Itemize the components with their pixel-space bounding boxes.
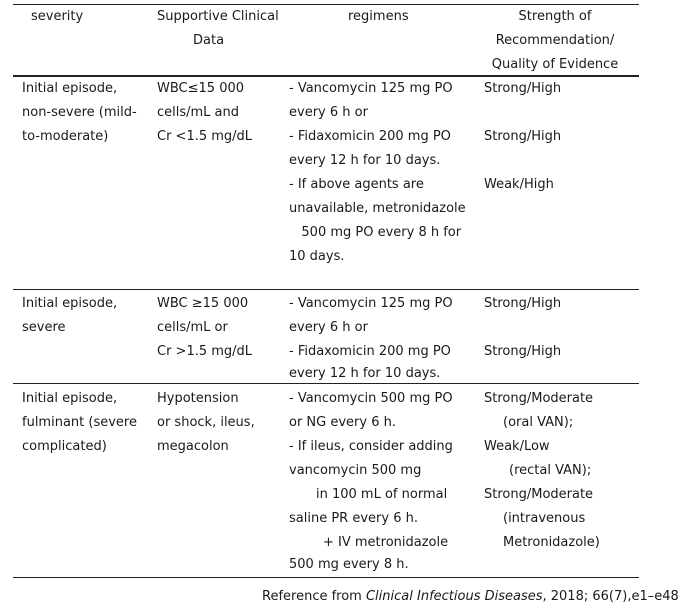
regimen-cell: saline PR every 6 h. — [289, 511, 418, 526]
regimen-cell: - Vancomycin 500 mg PO — [289, 391, 453, 406]
row-divider — [13, 289, 639, 290]
severity-cell: to-moderate) — [22, 129, 109, 144]
severity-cell: Initial episode, — [22, 296, 118, 311]
regimen-cell: every 12 h for 10 days. — [289, 153, 441, 168]
reference-prefix: Reference from — [262, 589, 366, 604]
clinical-data-cell: WBC ≥15 000 — [157, 296, 249, 311]
severity-cell: fulminant (severe — [22, 415, 137, 430]
regimen-cell: - Fidaxomicin 200 mg PO — [289, 344, 451, 359]
severity-cell: severe — [22, 320, 66, 335]
strength-cell: Metronidazole) — [503, 535, 600, 550]
regimen-cell: 500 mg every 8 h. — [289, 557, 409, 572]
clinical-data-cell: cells/mL and — [157, 105, 240, 120]
regimen-cell: - If ileus, consider adding — [289, 439, 453, 454]
strength-cell: Strong/Moderate — [484, 487, 594, 502]
regimen-cell: every 12 h for 10 days. — [289, 366, 441, 381]
reference-journal: Clinical Infectious Diseases — [365, 589, 543, 604]
clinical-data-cell: WBC≤15 000 — [157, 81, 245, 96]
strength-cell: Strong/High — [484, 296, 562, 311]
strength-cell: Strong/High — [484, 344, 562, 359]
header-supportive-line1: Supportive Clinical — [157, 9, 279, 24]
header-strength-line1: Strength of — [518, 9, 592, 24]
strength-cell: (intravenous — [503, 511, 586, 526]
regimen-cell: - Vancomycin 125 mg PO — [289, 81, 453, 96]
strength-cell: (oral VAN); — [503, 415, 574, 430]
regimen-cell: or NG every 6 h. — [289, 415, 396, 430]
reference-suffix: , 2018; 66(7),e1–e48 — [542, 589, 679, 604]
header-strength-line3: Quality of Evidence — [491, 57, 619, 72]
regimen-cell: unavailable, metronidazole — [289, 201, 466, 216]
clinical-data-cell: or shock, ileus, — [157, 415, 255, 430]
header-supportive-line2: Data — [193, 33, 225, 48]
header-severity: severity — [31, 9, 84, 24]
clinical-data-cell: Hypotension — [157, 391, 239, 406]
strength-cell: Weak/High — [484, 177, 554, 192]
header-regimens: regimens — [348, 9, 409, 24]
strength-cell: (rectal VAN); — [509, 463, 592, 478]
regimen-cell: - Fidaxomicin 200 mg PO — [289, 129, 451, 144]
strength-cell: Weak/Low — [484, 439, 550, 454]
strength-cell: Strong/High — [484, 129, 562, 144]
regimen-cell: 10 days. — [289, 249, 345, 264]
clinical-data-cell: cells/mL or — [157, 320, 228, 335]
regimen-cell: - Vancomycin 125 mg PO — [289, 296, 453, 311]
strength-cell: Strong/High — [484, 81, 562, 96]
reference-citation — [262, 587, 679, 607]
header-strength-line2: Recommendation/ — [495, 33, 615, 48]
clinical-data-cell: megacolon — [157, 439, 229, 454]
regimen-cell: - If above agents are — [289, 177, 424, 192]
regimen-cell: + IV metronidazole — [323, 535, 449, 550]
regimen-cell: every 6 h or — [289, 320, 368, 335]
clinical-data-cell: Cr >1.5 mg/dL — [157, 344, 253, 359]
severity-cell: non-severe (mild- — [22, 105, 137, 120]
regimen-cell: vancomycin 500 mg — [289, 463, 422, 478]
strength-cell: Strong/Moderate — [484, 391, 594, 406]
severity-cell: Initial episode, — [22, 391, 118, 406]
severity-cell: complicated) — [22, 439, 107, 454]
clinical-data-cell: Cr <1.5 mg/dL — [157, 129, 253, 144]
table-bottom-rule — [13, 577, 639, 578]
regimen-cell: 500 mg PO every 8 h for — [289, 225, 462, 240]
severity-cell: Initial episode, — [22, 81, 118, 96]
regimen-cell: in 100 mL of normal — [316, 487, 448, 502]
regimen-cell: every 6 h or — [289, 105, 368, 120]
